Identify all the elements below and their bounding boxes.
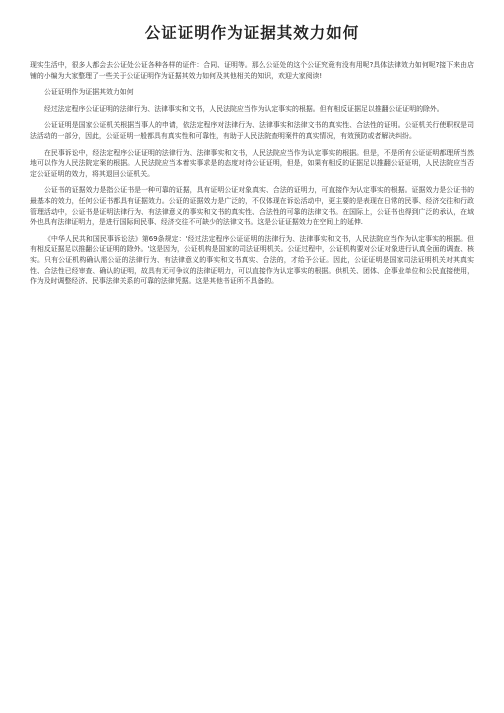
body-paragraph: 公证书的证据效力是指公证书是一种可靠的证据，具有证明公证对象真实、合法的证明力，可直接作为认定事实的根据。证据效力是公证书的最基本的效力，任何公证书都具有证据效力。公证的证据效力是广泛的，不仅体现在诉讼活动中，更主要的是表现在日常的民事、经济交往和行政管理活动中，公证书是证明法律行为、有法律意义的事实和文书的真实性、合法性的可靠的法律文书。在国际上，公证书也得到广泛的承认，在域外也具有法律证明力，是进行国际间民事、经济交往不可缺少的法律文书。这是公证证据效力在空间上的延伸. — [30, 186, 474, 227]
body-paragraph: 《中华人民共和国民事诉讼法》第69条规定：'经过法定程序公证证明的法律行为、法律事实和文书，人民法院应当作为认定事实的根据。但有相反证据足以推翻公证证明的除外。'这是因为，公证机构是国家的司法证明机关。公证过程中，公证机构要对公证对象进行认真全面的调查、核实。只有公证机构确认需公证的法律行为、有法律意义的事实和文书真实、合法的，才给予公证。因此，公证证明是国家司法证明机关对其真实性、合法性已经审查、确认的证明，故具有无可争议的法律证明力，可以直接作为认定事实的根据。供机关、团体、企事业单位和公民直接使用，作为及时调整经济、民事法律关系的可靠的法律凭据。这是其他书证所不具备的。 — [30, 234, 474, 286]
body-paragraph: 公证证明是国家公证机关根据当事人的申请，依法定程序对法律行为、法律事实和法律文书的真实性、合法性的证明。公证机关行使职权是司法活动的一部分，因此，公证证明一般都具有真实性和可靠性，有助于人民法院查明案件的真实情况，有效预防或者解决纠纷。 — [30, 121, 474, 140]
section-heading: 公证证明作为证据其效力如何 — [44, 88, 134, 97]
body-paragraph: 经过法定程序公证证明的法律行为、法律事实和文书，人民法院应当作为认定事实的根据。但有相反证据足以推翻公证证明的除外。 — [44, 104, 444, 113]
intro-paragraph: 现实生活中，很多人都会去公证处公证各种各样的证件：合同、证明等。那么公证处的这个公证究竟有没有用呢?具体法律效力如何呢?接下来由店铺的小编为大家整理了一些关于公证证明作为证据其效力如何及其他相关的知识，欢迎大家阅读! — [30, 61, 474, 80]
page-title: 公证证明作为证据其效力如何 — [144, 24, 360, 42]
body-paragraph: 在民事诉讼中，经法定程序公证证明的法律行为、法律事实和文书，人民法院应当作为认定事实的根据。但是，不是所有公证证明都理所当然地可以作为人民法院定案的根据。人民法院应当本着实事求是的态度对待公证证明，但是，如果有相反的证据足以推翻公证证明，人民法院应当否定公证证明的效力，将其退回公证机关。 — [30, 148, 474, 178]
